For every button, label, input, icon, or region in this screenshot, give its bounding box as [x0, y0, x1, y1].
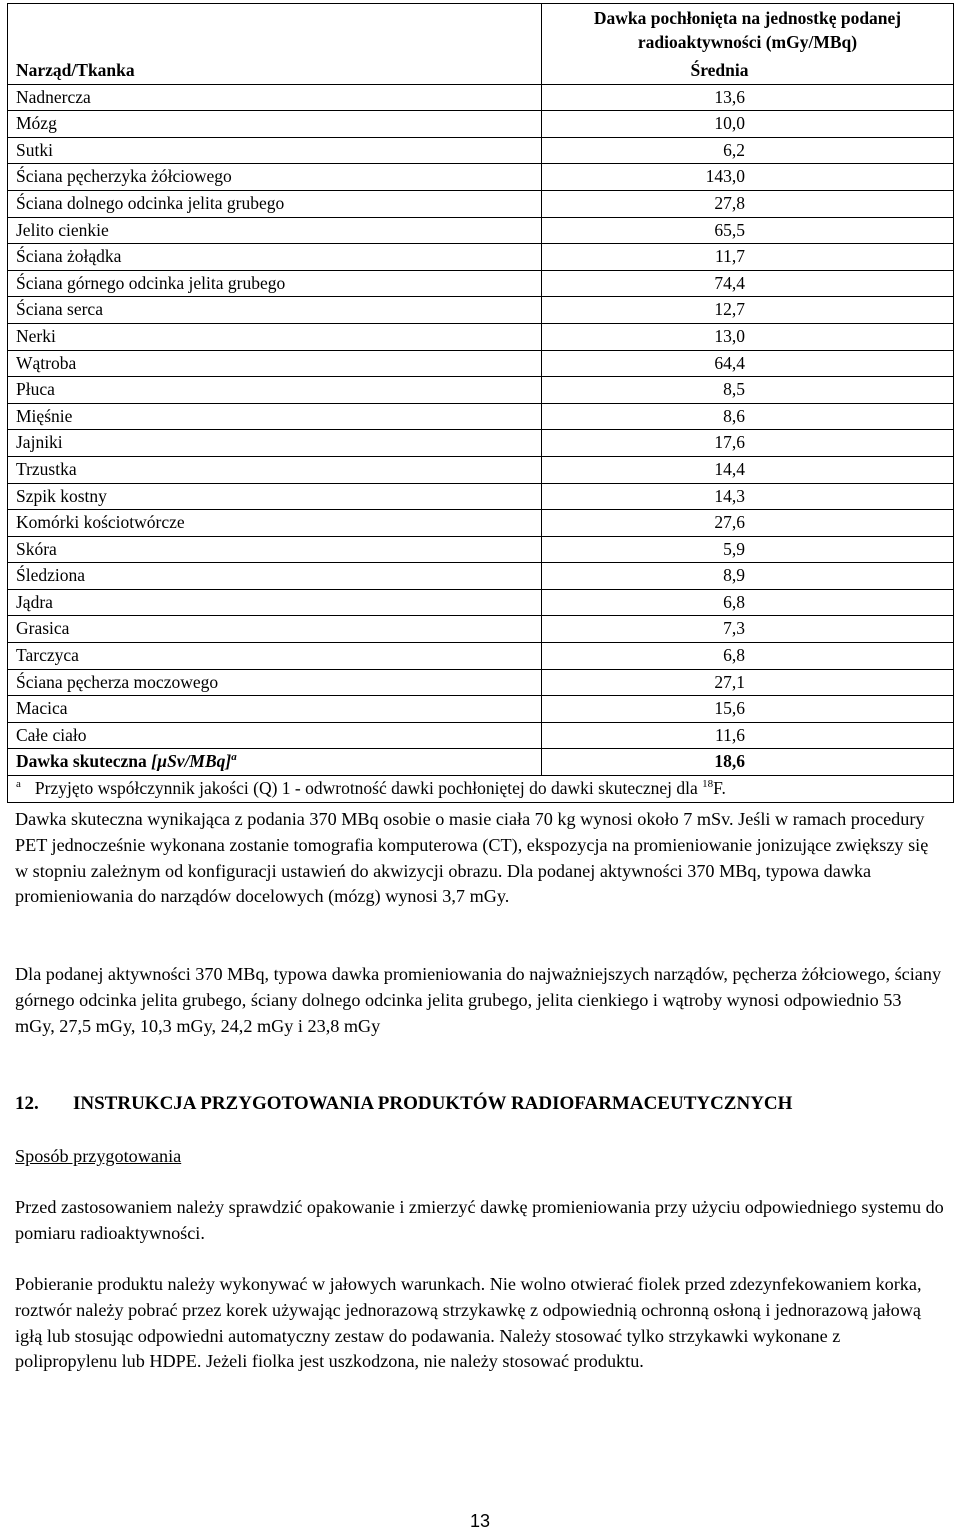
table-row	[8, 137, 954, 164]
paragraph-organ-doses: Dla podanej aktywności 370 MBq, typowa dawka promieniowania do najważniejszych narządów, pęcherza żółciowego, ściany górnego odcinka jelita grubego, ściany dolnego odcinka jelita grubego, jelita cienkiego i wątroby wynosi odpowiednio 53 mGy, 27,5 mGy, 10,3 mGy, 24,2 mGy i 23,8 mGy	[15, 964, 942, 1036]
table-row	[8, 270, 954, 297]
header-organ-label: Narząd/Tkanka	[8, 58, 542, 84]
organ-name-cell: Skóra	[8, 536, 542, 563]
organ-name-cell: Całe ciało	[8, 722, 542, 749]
isotope-symbol: F.	[713, 778, 726, 799]
dose-value-cell: 11,6	[542, 722, 954, 749]
dose-value-cell: 13,0	[542, 323, 954, 350]
section-heading	[15, 1091, 945, 1117]
table-row	[8, 323, 954, 350]
footnote-mark: a	[16, 778, 21, 791]
section-number: 12.	[15, 1093, 39, 1114]
table-row	[8, 377, 954, 404]
header-dose-cell	[542, 4, 954, 59]
dose-value-cell: 65,5	[542, 217, 954, 244]
table-row	[8, 643, 954, 670]
effective-dose-label-cell	[8, 749, 542, 776]
paragraph-check-package: Przed zastosowaniem należy sprawdzić opakowanie i zmierzyć dawkę promieniowania przy użyciu odpowiedniego systemu do pomiaru radioaktywności.	[15, 1197, 944, 1243]
organ-name-cell: Grasica	[8, 616, 542, 643]
table-row	[8, 483, 954, 510]
dose-value-cell: 64,4	[542, 350, 954, 377]
organ-name-cell: Szpik kostny	[8, 483, 542, 510]
dose-value-cell: 27,1	[542, 669, 954, 696]
table-header-row	[8, 4, 954, 59]
table-row	[8, 84, 954, 111]
table-row	[8, 696, 954, 723]
dose-value-cell: 27,8	[542, 190, 954, 217]
organ-name-cell: Wątroba	[8, 350, 542, 377]
dose-value-cell: 7,3	[542, 616, 954, 643]
organ-name-cell: Trzustka	[8, 456, 542, 483]
dose-value-cell: 143,0	[542, 164, 954, 191]
organ-name-cell: Nerki	[8, 323, 542, 350]
organ-name-cell: Jelito cienkie	[8, 217, 542, 244]
table-row	[8, 164, 954, 191]
dose-value-cell: 17,6	[542, 430, 954, 457]
effective-dose-footnote-mark: a	[231, 751, 237, 764]
organ-name-cell: Macica	[8, 696, 542, 723]
table-row	[8, 456, 954, 483]
paragraph-aseptic-handling: Pobieranie produktu należy wykonywać w jałowych warunkach. Nie wolno otwierać fiolek przed zdezynfekowaniem korka, roztwór należy pobrać przez korek używając jednorazową strzykawkę z odpowiednią ochronną osłoną i jednorazową jałową igłą lub stosując odpowiedni automatyczny zestaw do podawania. Należy stosować tylko strzykawki wykonane z polipropylenu lub HDPE. Jeżeli fiolka jest uszkodzona, nie należy stosować produktu.	[15, 1274, 922, 1372]
table-row	[8, 217, 954, 244]
dose-table	[7, 3, 954, 803]
dose-value-cell: 74,4	[542, 270, 954, 297]
organ-name-cell: Śledziona	[8, 563, 542, 590]
organ-name-cell: Tarczyca	[8, 643, 542, 670]
organ-name-cell: Komórki kościotwórcze	[8, 510, 542, 537]
footnote-text: Przyjęto współczynnik jakości (Q) 1 - odwrotność dawki pochłoniętej do dawki skutecznej dla	[34, 778, 703, 799]
section-title: INSTRUKCJA PRZYGOTOWANIA PRODUKTÓW RADIOFARMACEUTYCZNYCH	[73, 1093, 793, 1114]
dose-value-cell: 10,0	[542, 111, 954, 138]
dose-value-cell: 8,5	[542, 377, 954, 404]
dose-value-cell: 6,8	[542, 643, 954, 670]
effective-dose-row	[8, 749, 954, 776]
table-row	[8, 589, 954, 616]
table-row	[8, 536, 954, 563]
table-row	[8, 430, 954, 457]
dose-value-cell: 12,7	[542, 297, 954, 324]
effective-dose-label: Dawka skuteczna	[16, 751, 152, 772]
table-row	[8, 350, 954, 377]
table-row	[8, 297, 954, 324]
organ-name-cell: Ściana żołądka	[8, 244, 542, 271]
page-number: 13	[469, 1511, 491, 1531]
dose-value-cell: 5,9	[542, 536, 954, 563]
organ-name-cell: Ściana górnego odcinka jelita grubego	[8, 270, 542, 297]
organ-name-cell: Jajniki	[8, 430, 542, 457]
table-row	[8, 244, 954, 271]
dose-value-cell: 15,6	[542, 696, 954, 723]
dose-value-cell: 13,6	[542, 84, 954, 111]
table-row	[8, 190, 954, 217]
header-empty-cell	[8, 4, 542, 59]
organ-name-cell: Płuca	[8, 377, 542, 404]
paragraph-effective-dose: Dawka skuteczna wynikająca z podania 370 MBq osobie o masie ciała 70 kg wynosi około 7 mSv. Jeśli w ramach procedury PET jednocześnie wykonana zostanie tomografia komputerowa (CT), ekspozycja na promieniowanie jonizujące zwiększy się w stopniu zależnym od konfiguracji ustawień do akwizycji obrazu. Dla podanej aktywności 370 MBq, typowa dawka promieniowania do narządów docelowych (mózg) wynosi 3,7 mGy.	[15, 809, 929, 907]
table-row	[8, 111, 954, 138]
isotope-mass-number: 18	[702, 778, 714, 791]
table-row	[8, 669, 954, 696]
header-dose-label: Dawka pochłonięta na jednostkę podanej radioaktywności (mGy/MBq)	[593, 8, 902, 52]
effective-dose-unit: [µSv/MBq]	[151, 751, 232, 772]
organ-name-cell: Ściana pęcherzyka żółciowego	[8, 164, 542, 191]
table-row	[8, 403, 954, 430]
dose-value-cell: 27,6	[542, 510, 954, 537]
dose-value-cell: 11,7	[542, 244, 954, 271]
organ-name-cell: Mięśnie	[8, 403, 542, 430]
dose-value-cell: 6,2	[542, 137, 954, 164]
dose-value-cell: 8,6	[542, 403, 954, 430]
organ-name-cell: Ściana dolnego odcinka jelita grubego	[8, 190, 542, 217]
organ-name-cell: Ściana pęcherza moczowego	[8, 669, 542, 696]
header-mean-label: Średnia	[542, 58, 954, 84]
dose-value-cell: 14,3	[542, 483, 954, 510]
organ-name-cell: Ściana serca	[8, 297, 542, 324]
dose-value-cell: 6,8	[542, 589, 954, 616]
table-row	[8, 510, 954, 537]
footnote-cell	[8, 776, 954, 803]
footnote-row	[8, 776, 954, 803]
organ-name-cell: Nadnercza	[8, 84, 542, 111]
table-row	[8, 722, 954, 749]
table-row	[8, 563, 954, 590]
organ-name-cell: Jądra	[8, 589, 542, 616]
table-subheader-row	[8, 58, 954, 84]
effective-dose-value: 18,6	[542, 749, 954, 776]
table-row	[8, 616, 954, 643]
dose-value-cell: 14,4	[542, 456, 954, 483]
organ-name-cell: Sutki	[8, 137, 542, 164]
dose-value-cell: 8,9	[542, 563, 954, 590]
subheading-preparation: Sposób przygotowania	[15, 1146, 182, 1166]
organ-name-cell: Mózg	[8, 111, 542, 138]
